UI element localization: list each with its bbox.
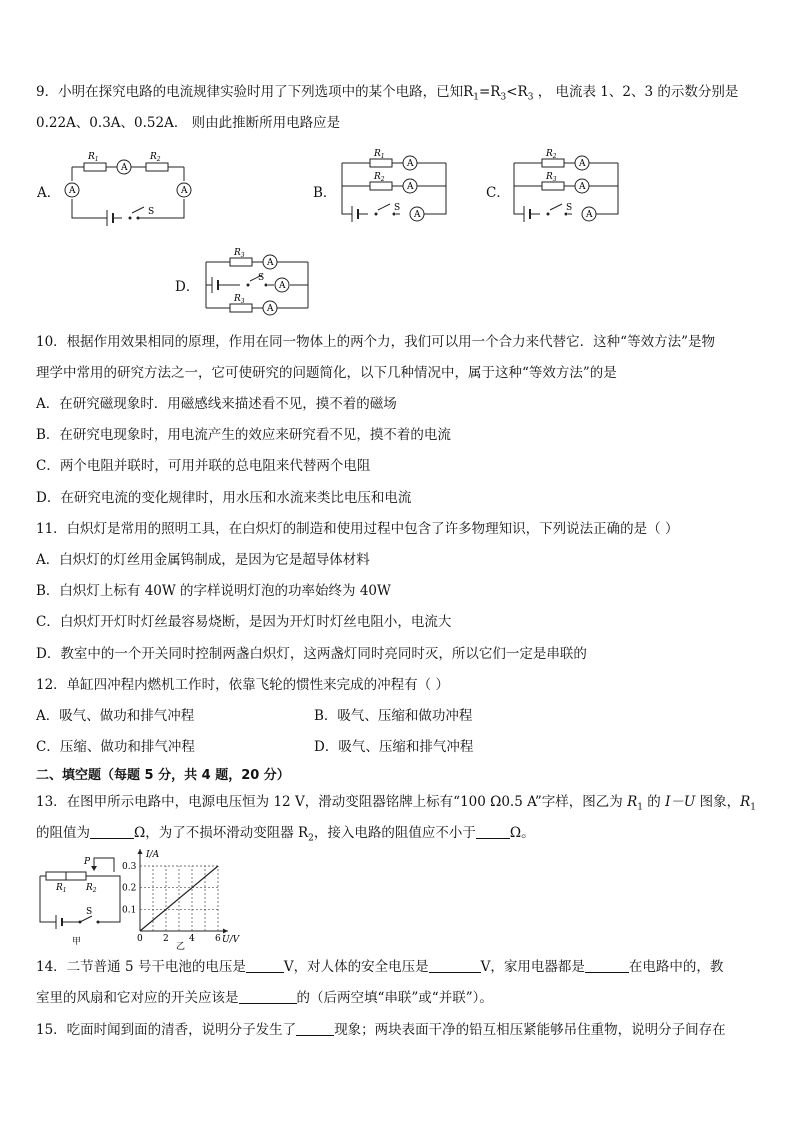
svg-text:R3: $R_3$ xyxy=(546,172,557,183)
q12-option-a: A．吸气、做功和排气冲程 xyxy=(36,708,195,724)
svg-text:A: A xyxy=(121,163,128,173)
y-tick-label: 0.1 xyxy=(122,905,137,916)
q11-option-d: D．教室中的一个开关同时控制两盏白炽灯，这两盏灯同时亮同时灭，所以它们一定是串联的 xyxy=(36,646,587,662)
q12-option-b: B．吸气、压缩和做功冲程 xyxy=(314,708,473,724)
q12-stem: 12．单缸四冲程内燃机工作时，依靠飞轮的惯性来完成的冲程有（ ） xyxy=(36,677,449,693)
svg-text:A: A xyxy=(407,159,414,169)
q14-blank-2[interactable] xyxy=(429,958,481,973)
q9a-r1-label: $R_1$ xyxy=(88,152,99,163)
q11-stem: 11．白炽灯是常用的照明工具，在白炽灯的制造和使用过程中包含了许多物理知识，下列说法正确的是（ ） xyxy=(36,521,679,537)
q10-option-c: C．两个电阻并联时，可用并联的总电阻来代替两个电阻 xyxy=(36,458,371,474)
q15-stem-line1: 15．吃面时闻到面的清香，说明分子发生了 现象；两块表面干净的铅互相压紧能够吊住重物，说明分子间存在 xyxy=(36,1022,726,1038)
svg-text:S: S xyxy=(148,207,155,217)
svg-text:R2: $R_2$ xyxy=(546,149,557,160)
svg-text:A: A xyxy=(181,186,188,196)
q9-option-a-label: A． xyxy=(37,185,61,201)
q9-circuit-c xyxy=(508,146,623,231)
x-tick-label: 0 xyxy=(137,934,143,944)
svg-text:R1: $R_1$ xyxy=(374,149,385,160)
q14-blank-4[interactable] xyxy=(239,989,297,1004)
q9-circuit-b xyxy=(336,146,451,231)
y-tick-label: 0.3 xyxy=(122,862,137,872)
fig-yi-label: 乙 xyxy=(176,942,186,950)
q12-option-d: D．吸气、压缩和排气冲程 xyxy=(314,739,474,755)
x-tick-label: 2 xyxy=(163,934,169,944)
q13-stem-line2: 的阻值为 Ω，为了不损坏滑动变阻器 $R_2$，接入电路的阻值应不小于 Ω。 xyxy=(36,825,535,844)
svg-text:A: A xyxy=(69,186,76,196)
svg-text:A: A xyxy=(414,210,421,220)
svg-text:R3: $R_3$ xyxy=(234,248,245,259)
q9-option-b-label: B． xyxy=(313,185,337,201)
y-tick-label: 0.2 xyxy=(122,883,137,894)
q9-option-d-label: D． xyxy=(175,279,200,295)
q11-option-c: C．白炽灯开灯时灯丝最容易烧断，是因为开灯时灯丝电阻小，电流大 xyxy=(36,614,452,630)
q10-stem-line1: 10．根据作用效果相同的原理，作用在同一物体上的两个力，我们可以用一个合力来代替它．这种“等效方法”是物 xyxy=(36,334,715,350)
p-label: P xyxy=(84,857,91,867)
x-tick-label: 6 xyxy=(215,934,221,944)
q13-blank-2[interactable] xyxy=(476,824,510,839)
q14-stem-line1: 14．二节普通 5 号干电池的电压是 V，对人体的安全电压是 V，家用电器都是 在电路中的，教 xyxy=(36,959,724,975)
svg-text:A: A xyxy=(579,182,586,192)
q11-option-b: B．白炽灯上标有 40W 的字样说明灯泡的功率始终为 40W xyxy=(36,583,391,599)
q10-option-b: B．在研究电现象时，用电流产生的效应来研究看不见，摸不着的电流 xyxy=(36,427,451,443)
q10-stem-line2: 理学中常用的研究方法之一，它可使研究的问题简化，以下几种情况中，属于这种“等效方法”的是 xyxy=(36,365,617,381)
svg-text:R2: $R_2$ xyxy=(150,152,161,163)
q14-blank-3[interactable] xyxy=(585,958,629,973)
q14-stem-line2: 室里的风扇和它对应的开关应该是 的（后两空填“串联”或“并联”）。 xyxy=(36,990,493,1006)
q11-option-a: A．白炽灯的灯丝用金属钨制成，是因为它是超导体材料 xyxy=(36,552,370,568)
svg-text:A: A xyxy=(586,210,593,220)
q12-option-c: C．压缩、做功和排气冲程 xyxy=(36,739,195,755)
svg-text:S: S xyxy=(566,203,573,213)
q13-figure-yi xyxy=(118,845,248,950)
q9-stem-line1: 9．小明在探究电路的电流规律实验时用了下列选项中的某个电路，已知$R_1=R_3<R_3$ ， 电流表 1、2、3 的示数分别是 xyxy=(36,84,739,103)
q15-blank-1[interactable] xyxy=(296,1021,334,1036)
svg-text:S: S xyxy=(258,273,265,283)
q14-blank-1[interactable] xyxy=(246,958,284,973)
svg-text:R1: $R_1$ xyxy=(56,883,67,894)
q10-option-a: A．在研究磁现象时．用磁感线来描述看不见，摸不着的磁场 xyxy=(36,396,397,412)
q9-circuit-d xyxy=(198,244,313,322)
q13-blank-1[interactable] xyxy=(90,824,134,839)
svg-text:A: A xyxy=(267,258,274,268)
svg-text:S: S xyxy=(394,203,401,213)
fig-jia-label: 甲 xyxy=(72,937,82,947)
q10-option-d: D．在研究电流的变化规律时，用水压和水流来类比电压和电流 xyxy=(36,490,412,506)
svg-text:R2: $R_2$ xyxy=(86,883,97,894)
svg-text:A: A xyxy=(279,281,286,291)
svg-text:R2: $R_2$ xyxy=(374,172,385,183)
svg-text:R3: $R_3$ xyxy=(234,294,245,305)
y-axis-label: I/A xyxy=(146,850,160,860)
svg-text:A: A xyxy=(407,182,414,192)
svg-text:S: S xyxy=(86,907,93,917)
q9-option-c-label: C． xyxy=(486,185,510,201)
svg-text:A: A xyxy=(579,159,586,169)
x-tick-label: 4 xyxy=(189,934,195,944)
svg-text:A: A xyxy=(267,304,274,314)
x-axis-label: U/V xyxy=(222,935,240,945)
q9-circuit-a xyxy=(60,146,195,226)
q9-stem-line2: 0.22A、0.3A、0.52A． 则由此推断所用电路应是 xyxy=(36,115,341,131)
section-heading: 二、填空题（每题 5 分，共 4 题，20 分） xyxy=(36,768,290,783)
q13-stem-line1: 13．在图甲所示电路中，电源电压恒为 12 V，滑动变阻器铭牌上标有“100 Ω0.5 A”字样，图乙为 $R_1$ 的 I－U 图象，$R_1$ xyxy=(36,794,756,813)
